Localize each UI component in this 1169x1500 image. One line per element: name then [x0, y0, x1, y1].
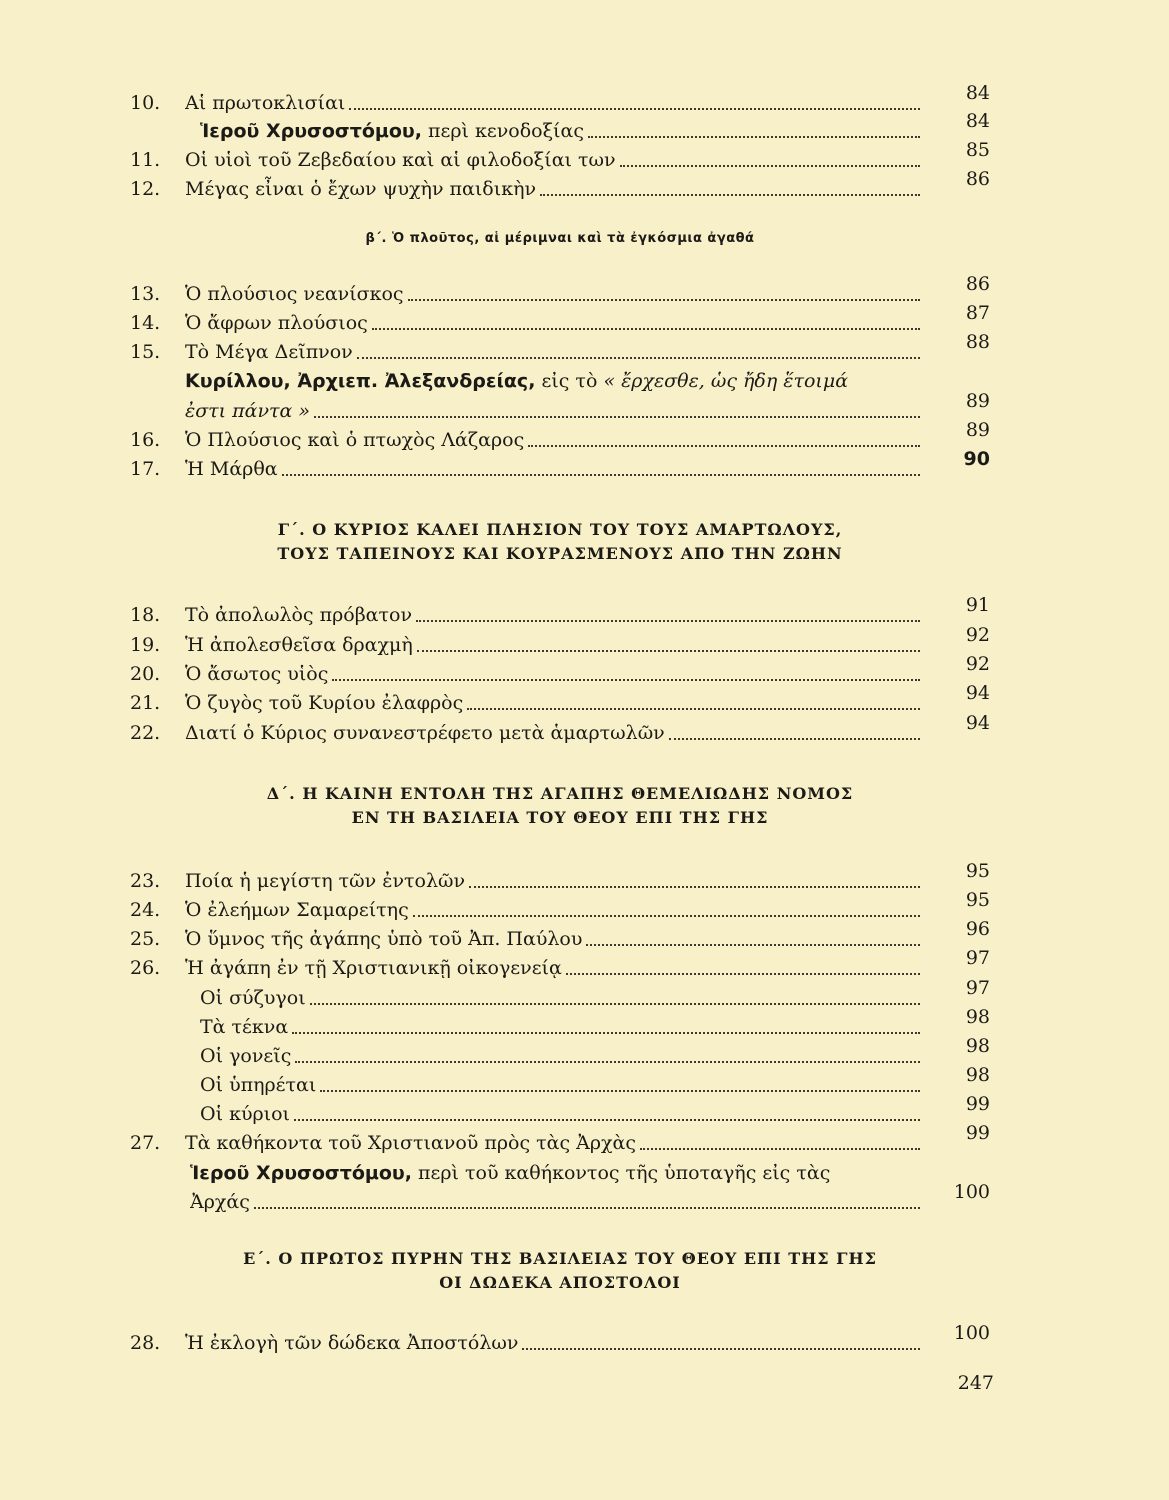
entry-page: 97	[965, 977, 990, 999]
entry-title: Ἡ ἐκλογὴ τῶν δώδεκα Ἀποστόλων	[185, 1332, 519, 1354]
section-heading: ΤΟΥΣ ΤΑΠΕΙΝΟΥΣ ΚΑΙ ΚΟΥΡΑΣΜΕΝΟΥΣ ΑΠΟ ΤΗΝ ΖΩΗΝ	[277, 544, 843, 563]
entry-page: 96	[965, 918, 990, 940]
dot-leader	[586, 944, 920, 946]
entry-page: 95	[965, 889, 990, 911]
section-heading: Ε΄. Ο ΠΡΩΤΟΣ ΠΥΡΗΝ ΤΗΣ ΒΑΣΙΛΕΙΑΣ ΤΟΥ ΘΕΟΥ ΕΠΙ ΤΗΣ ΓΗΣ	[243, 1249, 877, 1268]
dot-leader	[314, 416, 920, 418]
dot-leader	[413, 915, 920, 917]
toc-entry	[130, 139, 990, 175]
entry-title: Ὁ ἄσωτος υἱὸς	[185, 663, 329, 685]
entry-page: 100	[953, 1181, 990, 1203]
toc-subentry	[130, 1006, 990, 1042]
entry-page: 98	[965, 1035, 990, 1057]
dot-leader	[469, 886, 920, 888]
toc-entry	[130, 947, 990, 983]
entry-page: 92	[965, 653, 990, 675]
page-number: 247	[957, 1372, 994, 1394]
entry-page: 89	[965, 390, 990, 412]
toc-entry	[130, 889, 990, 925]
entry-title: Οἱ κύριοι	[200, 1103, 290, 1125]
quote-text: ἐστι πάντα »	[185, 400, 311, 422]
dot-leader	[566, 973, 920, 975]
entry-number: 12.	[130, 178, 161, 200]
entry-title: Οἱ ὑπηρέται	[200, 1074, 317, 1096]
dot-leader	[282, 474, 920, 476]
entry-number: 13.	[130, 283, 161, 305]
entry-number: 15.	[130, 341, 161, 363]
entry-page: 95	[965, 860, 990, 882]
toc-entry	[130, 1122, 990, 1158]
entry-title: Ἡ ἀπολεσθεῖσα δραχμὴ	[185, 634, 413, 656]
entry-title: Οἱ υἱοὶ τοῦ Ζεβεδαίου καὶ αἱ φιλοδοξίαι των	[185, 149, 616, 171]
entry-title: Ὁ ζυγὸς τοῦ Κυρίου ἐλαφρὸς	[185, 692, 464, 714]
entry-page: 99	[965, 1122, 990, 1144]
entry-title: Ἡ ἀγάπη ἐν τῇ Χριστιανικῇ οἰκογενείᾳ	[185, 957, 562, 979]
entry-title: Τὸ ἀπολωλὸς πρόβατον	[185, 604, 413, 626]
entry-number: 10.	[130, 92, 161, 114]
entry-title: Οἱ γονεῖς	[200, 1045, 292, 1067]
dot-leader	[332, 679, 920, 681]
entry-page: 84	[965, 110, 990, 132]
entry-title: Μέγας εἶναι ὁ ἔχων ψυχὴν παιδικὴν	[185, 178, 536, 200]
entry-title: περὶ κενοδοξίας	[421, 120, 584, 142]
author-name: Ἱεροῦ Χρυσοστόμου,	[200, 120, 422, 142]
toc-entry	[130, 653, 990, 689]
entry-page: 99	[965, 1093, 990, 1115]
entry-title: Τὸ Μέγα Δεῖπνον	[185, 341, 353, 363]
toc-subentry	[130, 977, 990, 1013]
dot-leader	[669, 738, 920, 740]
entry-title: εἰς τὸ	[535, 370, 604, 392]
entry-page: 85	[965, 139, 990, 161]
entry-page: 97	[965, 947, 990, 969]
entry-title: Ὁ πλούσιος νεανίσκος	[185, 283, 404, 305]
entry-title: Διατί ὁ Κύριος συνανεστρέφετο μετὰ ἁμαρτωλῶν	[185, 722, 665, 744]
toc-entry	[130, 82, 990, 118]
entry-title: Ὁ Πλούσιος καὶ ὁ πτωχὸς Λάζαρος	[185, 429, 525, 451]
section-heading: β΄. Ὁ πλοῦτος, αἱ μέριμναι καὶ τὰ ἐγκόσμια ἀγαθά	[365, 231, 755, 246]
entry-page: 91	[965, 594, 990, 616]
entry-number: 26.	[130, 957, 161, 979]
entry-page: 87	[965, 302, 990, 324]
toc-subentry	[130, 1093, 990, 1129]
entry-number: 17.	[130, 458, 161, 480]
entry-page: 88	[965, 331, 990, 353]
toc-entry	[130, 448, 990, 484]
toc-subentry	[130, 1035, 990, 1071]
entry-title: Ποία ἡ μεγίστη τῶν ἐντολῶν	[185, 870, 466, 892]
entry-number: 14.	[130, 312, 161, 334]
toc-entry	[130, 918, 990, 954]
entry-title: περὶ τοῦ καθήκοντος τῆς ὑποταγῆς εἰς τὰς	[411, 1162, 831, 1184]
entry-title: Τὰ τέκνα	[200, 1016, 289, 1038]
entry-page: 94	[965, 682, 990, 704]
toc-entry	[130, 1158, 990, 1188]
dot-leader	[310, 1003, 920, 1005]
toc-entry	[130, 110, 990, 146]
entry-number: 19.	[130, 634, 161, 656]
entry-number: 23.	[130, 870, 161, 892]
dot-leader	[320, 1090, 920, 1092]
toc-subentry	[130, 1064, 990, 1100]
entry-page: 89	[965, 419, 990, 441]
dot-leader	[640, 1148, 920, 1150]
section-heading: Δ΄. Η ΚΑΙΝΗ ΕΝΤΟΛΗ ΤΗΣ ΑΓΑΠΗΣ ΘΕΜΕΛΙΩΔΗΣ ΝΟΜΟΣ	[266, 784, 854, 803]
toc-entry	[130, 712, 990, 748]
entry-title: Ἡ Μάρθα	[185, 458, 278, 480]
dot-leader	[254, 1207, 920, 1209]
toc-entry-continued	[130, 1181, 990, 1217]
toc-entry	[130, 168, 990, 204]
entry-number: 27.	[130, 1132, 161, 1154]
entry-number: 16.	[130, 429, 161, 451]
entry-title: Ἀρχάς	[190, 1191, 250, 1213]
toc-entry	[130, 419, 990, 455]
section-heading: ΟΙ ΔΩΔΕΚΑ ΑΠΟΣΤΟΛΟΙ	[439, 1273, 681, 1292]
entry-title: Αἱ πρωτοκλισίαι	[185, 92, 346, 114]
dot-leader	[295, 1061, 920, 1063]
entry-page: 86	[965, 273, 990, 295]
dot-leader	[528, 445, 920, 447]
toc-entry	[130, 682, 990, 718]
entry-page: 84	[965, 82, 990, 104]
entry-number: 18.	[130, 604, 161, 626]
entry-number: 25.	[130, 928, 161, 950]
dot-leader	[292, 1032, 920, 1034]
entry-title: Ὁ ὕμνος τῆς ἀγάπης ὑπὸ τοῦ Ἀπ. Παύλου	[185, 928, 583, 950]
section-heading: ΕΝ ΤΗ ΒΑΣΙΛΕΙΑ ΤΟΥ ΘΕΟΥ ΕΠΙ ΤΗΣ ΓΗΣ	[351, 808, 769, 827]
dot-leader	[416, 620, 920, 622]
entry-title: Τὰ καθήκοντα τοῦ Χριστιανοῦ πρὸς τὰς Ἀρχὰς	[185, 1132, 637, 1154]
entry-page: 94	[965, 712, 990, 734]
entry-title: Οἱ σύζυγοι	[200, 987, 306, 1009]
dot-leader	[372, 328, 920, 330]
quote-text: « ἔρχεσθε, ὡς ἤδη ἕτοιμά	[603, 370, 849, 392]
author-name: Κυρίλλου, Ἀρχιεπ. Ἀλεξανδρείας,	[185, 370, 536, 392]
toc-entry	[130, 594, 990, 630]
entry-page: 90	[963, 448, 990, 470]
entry-number: 24.	[130, 899, 161, 921]
entry-title: Ὁ ἐλεήμων Σαμαρείτης	[185, 899, 409, 921]
entry-title: Ὁ ἄφρων πλούσιος	[185, 312, 368, 334]
entry-page: 98	[965, 1006, 990, 1028]
toc-entry	[130, 1322, 990, 1358]
entry-number: 22.	[130, 722, 161, 744]
author-name: Ἱεροῦ Χρυσοστόμου,	[190, 1162, 412, 1184]
dot-leader	[540, 194, 920, 196]
toc-entry	[130, 302, 990, 338]
dot-leader	[467, 708, 920, 710]
entry-page: 100	[953, 1322, 990, 1344]
toc-entry	[130, 624, 990, 660]
toc-entry	[130, 273, 990, 309]
dot-leader	[620, 165, 920, 167]
dot-leader	[357, 357, 920, 359]
entry-page: 98	[965, 1064, 990, 1086]
dot-leader	[588, 136, 920, 138]
entry-page: 86	[965, 168, 990, 190]
entry-number: 11.	[130, 149, 161, 171]
entry-number: 20.	[130, 663, 161, 685]
toc-entry	[130, 331, 990, 367]
dot-leader	[349, 108, 920, 110]
dot-leader	[408, 299, 920, 301]
toc-entry-continued	[130, 390, 990, 426]
entry-number: 28.	[130, 1332, 161, 1354]
entry-page: 92	[965, 624, 990, 646]
dot-leader	[294, 1119, 920, 1121]
entry-number: 21.	[130, 692, 161, 714]
section-heading: Γ΄. Ο ΚΥΡΙΟΣ ΚΑΛΕΙ ΠΛΗΣΙΟΝ ΤΟΥ ΤΟΥΣ ΑΜΑΡΤΩΛΟΥΣ,	[277, 520, 843, 539]
toc-entry	[130, 366, 990, 396]
dot-leader	[417, 650, 920, 652]
dot-leader	[522, 1348, 920, 1350]
toc-entry	[130, 860, 990, 896]
